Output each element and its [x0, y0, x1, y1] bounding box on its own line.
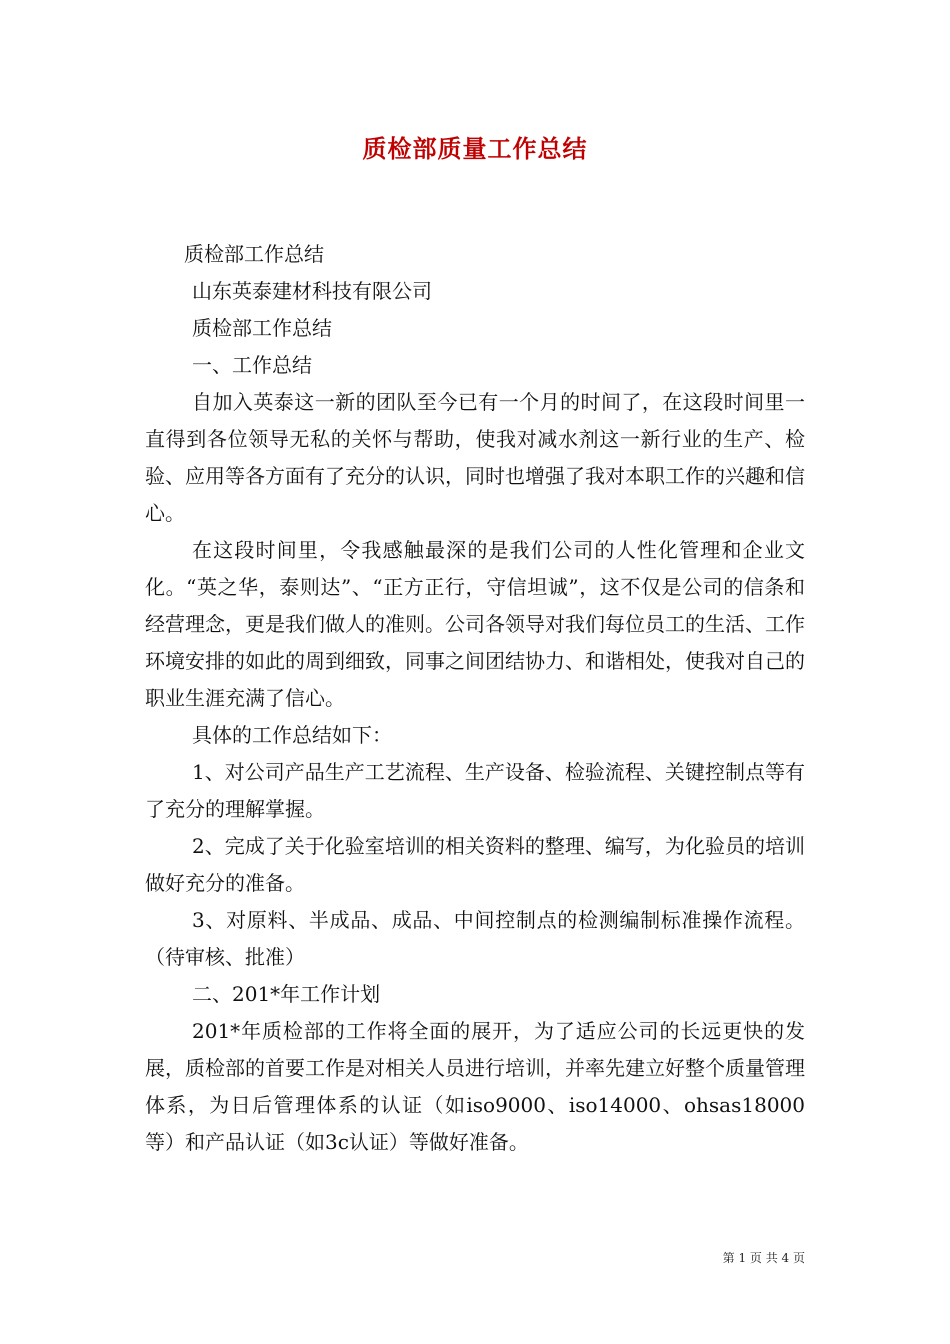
paragraph-company-name: 山东英泰建材科技有限公司 — [192, 279, 432, 303]
paragraph-intro: 自加入英泰这一新的团队至今已有一个月的时间了，在这段时间里一直得到各位领导无私的关怀与帮助，使我对减水剂这一新行业的生产、检验、应用等各方面有了充分的认识，同时也增强了我对本职工作的兴趣和信心。 — [145, 390, 805, 525]
list-item-3: 3、对原料、半成品、成品、中间控制点的检测编制标准操作流程。（待审核、批准） — [145, 908, 805, 969]
paragraph-culture: 在这段时间里，令我感触最深的是我们公司的人性化管理和企业文化。“英之华，泰则达”、“正方正行，守信坦诚”，这不仅是公司的信条和经营理念，更是我们做人的准则。公司各领导对我们每位员工的生活、工作环境安排的如此的周到细致，同事之间团结协力、和谐相处，使我对自己的职业生涯充满了信心。 — [145, 538, 805, 710]
list-item-1: 1、对公司产品生产工艺流程、生产设备、检验流程、关键控制点等有了充分的理解掌握。 — [145, 760, 805, 821]
paragraph-department-summary: 质检部工作总结 — [192, 316, 332, 340]
list-item-2: 2、完成了关于化验室培训的相关资料的整理、编写，为化验员的培训做好充分的准备。 — [145, 834, 805, 895]
page-indicator: 第 1 页 共 4 页 — [722, 1251, 805, 1265]
section-heading-work-plan: 二、201*年工作计划 — [192, 982, 381, 1006]
paragraph-details-lead: 具体的工作总结如下： — [192, 723, 392, 747]
document-title: 质检部质量工作总结 — [362, 134, 588, 163]
document-body — [145, 236, 805, 1161]
paragraph-plan: 201*年质检部的工作将全面的展开，为了适应公司的长远更快的发展，质检部的首要工作是对相关人员进行培训，并率先建立好整个质量管理体系，为日后管理体系的认证（如iso9000、iso14000、ohsas18000等）和产品认证（如3c认证）等做好准备。 — [145, 1019, 805, 1154]
section-heading-work-summary: 一、工作总结 — [192, 353, 312, 377]
paragraph-heading-summary: 质检部工作总结 — [184, 242, 324, 266]
